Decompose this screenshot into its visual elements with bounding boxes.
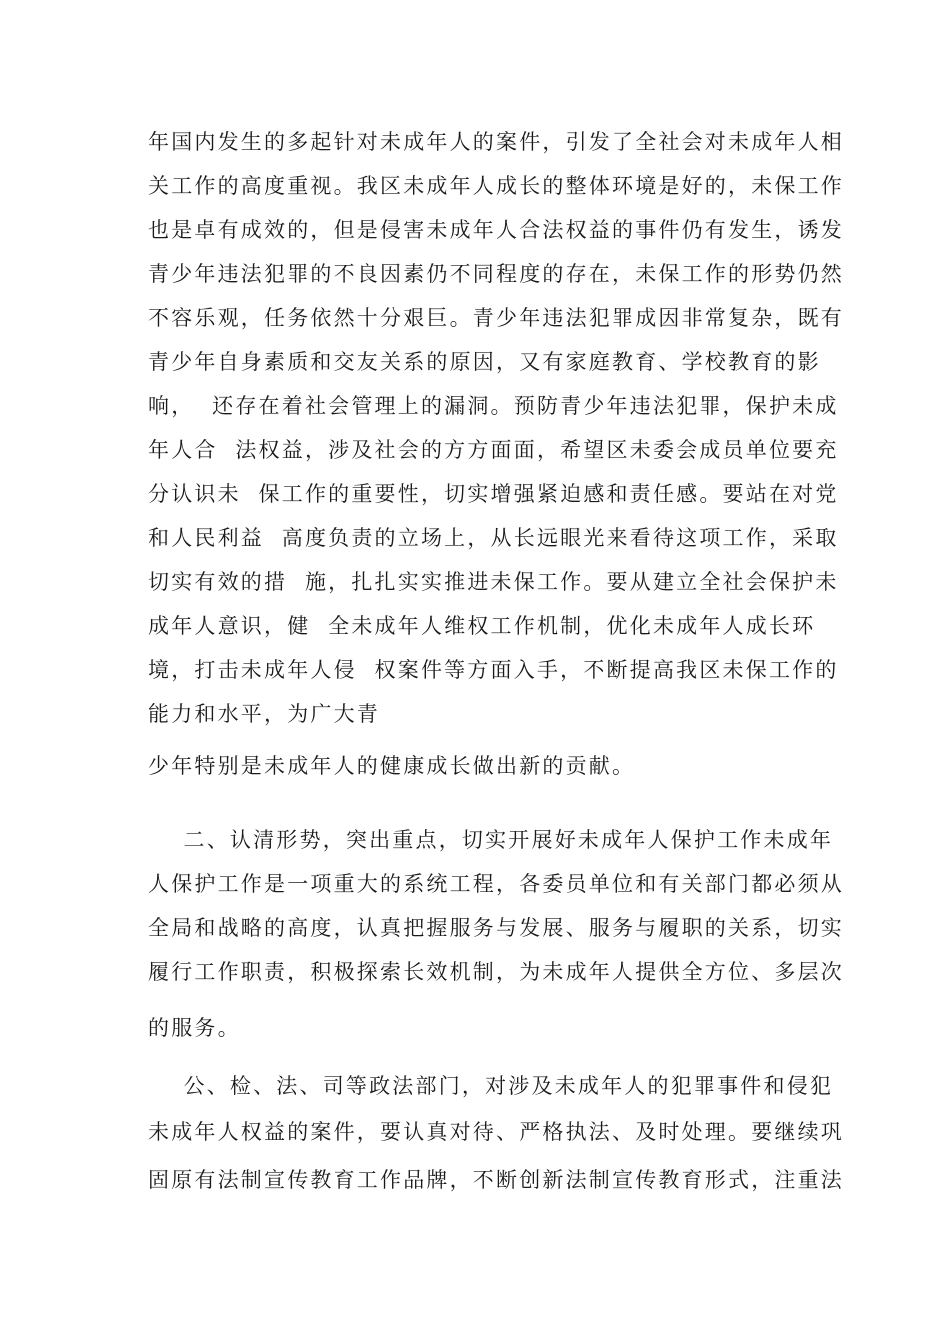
text-line: 年人合 法权益，涉及社会的方方面面，希望区未委会成员单位要充 (148, 438, 839, 462)
text-line: 年国内发生的多起针对未成年人的案件，引发了全社会对未成年人相 (148, 130, 844, 154)
text-line: 履行工作职责，积极探索长效机制，为未成年人提供全方位、多层次 (148, 960, 844, 984)
text-line: 公、检、法、司等政法部门，对涉及未成年人的犯罪事件和侵犯 (148, 1074, 834, 1098)
text-line: 青少年违法犯罪的不良因素仍不同程度的存在，未保工作的形势仍然 (148, 262, 844, 286)
text-line: 固原有法制宣传教育工作品牌，不断创新法制宣传教育形式，注重法 (148, 1168, 844, 1192)
text-line: 能力和水平，为广大青 (148, 702, 380, 726)
text-line: 成年人意识，健 全未成年人维权工作机制，优化未成年人成长环 (148, 614, 816, 638)
text-line: 未成年人权益的案件，要认真对待、严格执法、及时处理。要继续巩 (148, 1120, 844, 1144)
text-line: 切实有效的措 施，扎扎实实推进未保工作。要从建立全社会保护未 (148, 570, 839, 594)
text-line: 青少年自身素质和交友关系的原因，又有家庭教育、学校教育的影 (148, 350, 821, 374)
text-line: 关工作的高度重视。我区未成年人成长的整体环境是好的，未保工作 (148, 174, 844, 198)
text-line: 和人民利益 高度负责的立场上，从长远眼光来看待这项工作，采取 (148, 526, 839, 550)
text-line: 响， 还存在着社会管理上的漏洞。预防青少年违法犯罪，保护未成 (148, 394, 839, 418)
text-line: 少年特别是未成年人的健康成长做出新的贡献。 (148, 754, 636, 778)
text-line: 境，打击未成年人侵 权案件等方面入手，不断提高我区未保工作的 (148, 658, 839, 682)
text-line: 全局和战略的高度，认真把握服务与发展、服务与履职的关系，切实 (148, 916, 844, 940)
text-line: 分认识未 保工作的重要性，切实增强紧迫感和责任感。要站在对党 (148, 482, 839, 506)
text-line: 人保护工作是一项重大的系统工程，各委员单位和有关部门都必须从 (148, 872, 844, 896)
text-line: 不容乐观，任务依然十分艰巨。青少年违法犯罪成因非常复杂，既有 (148, 306, 844, 330)
text-line: 的服务。 (148, 1016, 241, 1040)
text-line: 二、认清形势，突出重点，切实开展好未成年人保护工作未成年 (148, 828, 834, 852)
text-line: 也是卓有成效的，但是侵害未成年人合法权益的事件仍有发生，诱发 (148, 218, 844, 242)
